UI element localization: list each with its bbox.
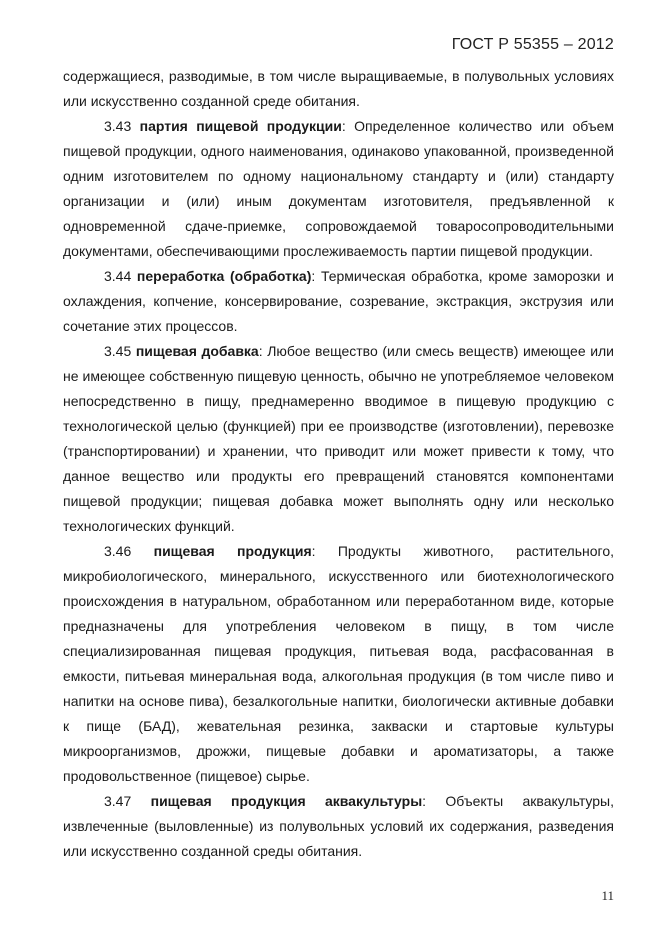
document-body (63, 64, 614, 864)
definition-term: переработка (обработка) (136, 268, 312, 284)
definition-number: 3.43 (104, 118, 132, 134)
definition-3-46: 3.46 пищевая продукция: Продукты животного, растительного, микробиологического, минерального, искусственного или биотехнологического происхождения в натуральном, обработанном или переработанном виде, которые предназначены для употребления человеком в пищу, в том числе специализированная пищевая продукция, питьевая вода, расфасованная в емкости, питьевая минеральная вода, алкогольная продукция (в том числе пиво и напитки на основе пива), безалкогольные напитки, биологически активные добавки к пище (БАД), жевательная резинка, закваски и стартовые культуры микроорганизмов, дрожжи, пищевые добавки и ароматизаторы, а также продовольственное (пищевое) сырье. (63, 543, 615, 784)
definition-text: Любое вещество (или смесь веществ) имеющее или не имеющее собственную пищевую ценность, обычно не употребляемое человеком непосредственно в пищу, преднамеренно вводимое в пищевую продукцию с технологической целью (функцией) при ее производстве (изготовлении), перевозке (транспортировании) и хранении, что приводит или может привести к тому, что данное вещество или продукты его превращений становятся компонентами пищевой продукции; пищевая добавка может выполнять одну или несколько технологических функций. (63, 343, 614, 534)
standard-header: ГОСТ Р 55355 – 2012 (451, 36, 614, 53)
definition-3-45: 3.45 пищевая добавка: Любое вещество (или смесь веществ) имеющее или не имеющее собственную пищевую ценность, обычно не употребляемое человеком непосредственно в пищу, преднамеренно вводимое в пищевую продукцию с технологической целью (функцией) при ее производстве (изготовлении), перевозке (транспортировании) и хранении, что приводит или может привести к тому, что данное вещество или продукты его превращений становятся компонентами пищевой продукции; пищевая добавка может выполнять одну или несколько технологических функций. (63, 343, 614, 534)
definition-number: 3.45 (104, 343, 132, 359)
definition-3-44: 3.44 переработка (обработка): Термическая обработка, кроме заморозки и охлаждения, копчение, консервирование, созревание, экстракция, экструзия или сочетание этих процессов. (63, 268, 614, 334)
definition-term: пищевая продукция (153, 543, 312, 559)
definition-text: Продукты животного, растительного, микробиологического, минерального, искусственного или биотехнологического происхождения в натуральном, обработанном или переработанном виде, которые предназначены для употребления человеком в пищу, в том числе специализированная пищевая продукция, питьевая вода, расфасованная в емкости, питьевая минеральная вода, алкогольная продукция (в том числе пиво и напитки на основе пива), безалкогольные напитки, биологически активные добавки к пище (БАД), жевательная резинка, закваски и стартовые культуры микроорганизмов, дрожжи, пищевые добавки и ароматизаторы, а также продовольственное (пищевое) сырье. (63, 543, 615, 784)
definition-number: 3.47 (104, 793, 132, 809)
definition-3-47: 3.47 пищевая продукция аквакультуры: Объекты аквакультуры, извлеченные (выловленные) из полувольных условий их содержания, разведения или искусственно созданной среды обитания. (63, 793, 614, 859)
definition-text: Определенное количество или объем пищевой продукции, одного наименования, одинаково упакованной, произведенной одним изготовителем по одному национальному стандарту и (или) стандарту организации и (или) иным документам изготовителя, предъявленной к одновременной сдаче-приемке, сопровождаемой товаросопроводительными документами, обеспечивающими прослеживаемость партии пищевой продукции. (63, 118, 615, 259)
definition-number: 3.44 (104, 268, 132, 284)
definition-3-43: 3.43 партия пищевой продукции: Определенное количество или объем пищевой продукции, одного наименования, одинаково упакованной, произведенной одним изготовителем по одному национальному стандарту и (или) стандарту организации и (или) иным документам изготовителя, предъявленной к одновременной сдаче-приемке, сопровождаемой товаросопроводительными документами, обеспечивающими прослеживаемость партии пищевой продукции. (63, 118, 615, 259)
definition-number: 3.46 (104, 543, 132, 559)
paragraph-continuation (63, 64, 614, 114)
definition-text: Объекты аквакультуры, извлеченные (выловленные) из полувольных условий их содержания, разведения или искусственно созданной среды обитания. (63, 793, 614, 859)
definition-text: Термическая обработка, кроме заморозки и охлаждения, копчение, консервирование, созревание, экстракция, экструзия или сочетание этих процессов. (63, 268, 614, 334)
definition-term: партия пищевой продукции (139, 118, 342, 134)
definition-term: пищевая добавка (135, 343, 259, 359)
definition-term: пищевая продукция аквакультуры (150, 793, 423, 809)
paragraph-text: содержащиеся, разводимые, в том числе выращиваемые, в полувольных условиях или искусственно созданной среде обитания. (63, 68, 614, 109)
page-number: 11 (601, 888, 614, 903)
